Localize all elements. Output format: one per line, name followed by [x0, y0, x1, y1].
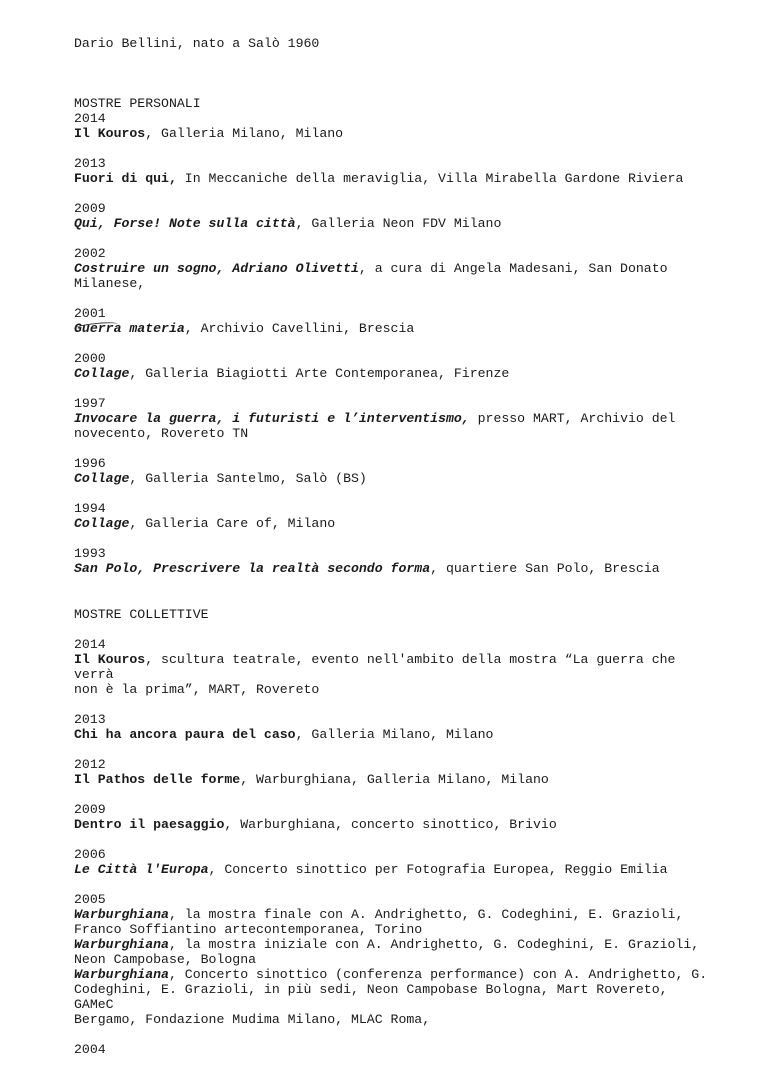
exhibition-entry — [74, 802, 714, 832]
exhibition-year: 2000 — [74, 351, 106, 366]
exhibition-details: Neon Campobase, Bologna — [74, 952, 257, 967]
exhibition-title: Le Città l'Europa — [74, 862, 209, 877]
exhibition-line — [74, 967, 714, 982]
exhibition-line — [74, 216, 714, 231]
exhibition-line — [74, 952, 714, 967]
exhibition-details: , a cura di Angela Madesani, San Donato — [358, 261, 668, 276]
exhibition-title: Costruire un sogno, Adriano Olivetti — [74, 261, 359, 276]
exhibition-title: Qui, Forse! Note sulla città — [74, 216, 296, 231]
exhibition-entry — [74, 111, 714, 141]
exhibition-title: Invocare la guerra, i futuristi e l’interventismo, — [74, 411, 470, 426]
exhibition-year: 2013 — [74, 156, 106, 171]
exhibition-line — [74, 1012, 714, 1027]
exhibition-year: 1997 — [74, 396, 106, 411]
exhibition-line — [74, 276, 714, 291]
exhibition-entry — [74, 246, 714, 291]
exhibition-year: 2012 — [74, 757, 106, 772]
exhibition-line — [74, 772, 714, 787]
exhibition-line — [74, 321, 714, 336]
exhibition-title: Guerra materia — [74, 321, 185, 336]
exhibition-details: novecento, Rovereto TN — [74, 426, 249, 441]
exhibition-details: , Galleria Biagiotti Arte Contemporanea, Firenze — [129, 366, 510, 381]
exhibition-details: , Galleria Neon FDV Milano — [295, 216, 502, 231]
exhibition-year: 2006 — [74, 847, 106, 862]
exhibition-year: 2002 — [74, 246, 106, 261]
exhibition-year: 2009 — [74, 201, 106, 216]
exhibition-line — [74, 516, 714, 531]
exhibition-details: , Concerto sinottico per Fotografia Europea, Reggio Emilia — [208, 862, 668, 877]
exhibition-entry — [74, 501, 714, 531]
exhibition-line — [74, 982, 714, 1012]
exhibition-title: Dentro il paesaggio — [74, 817, 225, 832]
exhibition-entry — [74, 712, 714, 742]
exhibition-line — [74, 862, 714, 877]
exhibition-title: Collage — [74, 471, 130, 486]
exhibition-details: Codeghini, E. Grazioli, in più sedi, Neon Campobase Bologna, Mart Rovereto, GAMeC — [74, 982, 668, 1012]
exhibition-title: Collage — [74, 366, 130, 381]
exhibition-line — [74, 366, 714, 381]
collective-section — [74, 607, 714, 1057]
exhibition-year: 2005 — [74, 892, 106, 907]
exhibition-year: 1994 — [74, 501, 106, 516]
exhibition-entry — [74, 757, 714, 787]
exhibition-year: 1993 — [74, 546, 106, 561]
document-header: Dario Bellini, nato a Salò 1960 — [74, 36, 320, 51]
exhibition-entry — [74, 892, 714, 1027]
exhibition-entry — [74, 156, 714, 186]
exhibition-line — [74, 817, 714, 832]
exhibition-title: Warburghiana — [74, 907, 169, 922]
exhibition-line — [74, 922, 714, 937]
exhibition-details: , Galleria Santelmo, Salò (BS) — [129, 471, 367, 486]
exhibition-entry — [74, 351, 714, 381]
exhibition-line — [74, 561, 714, 576]
personal-entries — [74, 111, 714, 576]
exhibition-line — [74, 126, 714, 141]
exhibition-details: , Archivio Cavellini, Brescia — [184, 321, 415, 336]
exhibition-details: , Galleria Milano, Milano — [295, 727, 494, 742]
collective-entries — [74, 637, 714, 1057]
exhibition-details: , la mostra iniziale con A. Andrighetto, G. Codeghini, E. Grazioli, — [168, 937, 700, 952]
exhibition-title: Collage — [74, 516, 130, 531]
exhibition-title: Il Pathos delle forme — [74, 772, 241, 787]
exhibition-line — [74, 907, 714, 922]
exhibition-year: 2014 — [74, 111, 106, 126]
exhibition-line — [74, 411, 714, 426]
exhibition-title: Warburghiana — [74, 937, 169, 952]
exhibition-line — [74, 171, 714, 186]
exhibition-entry — [74, 1042, 714, 1057]
exhibition-details: , Concerto sinottico (conferenza performance) con A. Andrighetto, G. — [168, 967, 708, 982]
exhibition-entry — [74, 637, 714, 697]
exhibition-details: , Galleria Care of, Milano — [129, 516, 336, 531]
exhibition-title: San Polo, Prescrivere la realtà secondo forma — [74, 561, 431, 576]
exhibition-details: Bergamo, Fondazione Mudima Milano, MLAC Roma, — [74, 1012, 431, 1027]
exhibition-entry — [74, 201, 714, 231]
exhibition-details: , la mostra finale con A. Andrighetto, G. Codeghini, E. Grazioli, — [168, 907, 684, 922]
exhibition-year: 2013 — [74, 712, 106, 727]
exhibition-details: , Warburghiana, Galleria Milano, Milano — [240, 772, 549, 787]
exhibition-line — [74, 937, 714, 952]
exhibition-year: 2001 — [74, 306, 106, 321]
exhibition-line — [74, 727, 714, 742]
exhibition-line — [74, 682, 714, 697]
exhibition-details: non è la prima”, MART, Rovereto — [74, 682, 320, 697]
exhibition-entry — [74, 847, 714, 877]
personal-section — [74, 96, 714, 576]
exhibition-line — [74, 426, 714, 441]
exhibition-details: presso MART, Archivio del — [469, 411, 676, 426]
exhibition-title: Warburghiana — [74, 967, 169, 982]
document-page — [74, 36, 714, 1072]
exhibition-line — [74, 652, 714, 682]
exhibition-details: , Galleria Milano, Milano — [145, 126, 344, 141]
exhibition-year: 2014 — [74, 637, 106, 652]
exhibition-year: 2009 — [74, 802, 106, 817]
exhibition-entry — [74, 396, 714, 441]
exhibition-title: Il Kouros — [74, 652, 146, 667]
exhibition-details: Milanese, — [74, 276, 146, 291]
exhibition-line — [74, 471, 714, 486]
exhibition-title: Il Kouros — [74, 126, 146, 141]
exhibition-year: 2004 — [74, 1042, 106, 1057]
personal-section-title: MOSTRE PERSONALI — [74, 96, 201, 111]
exhibition-entry — [74, 456, 714, 486]
exhibition-year: 1996 — [74, 456, 106, 471]
collective-section-title: MOSTRE COLLETTIVE — [74, 607, 209, 622]
exhibition-details: In Meccaniche della meraviglia, Villa Mirabella Gardone Riviera — [176, 171, 684, 186]
exhibition-details: , scultura teatrale, evento nell'ambito della mostra “La guerra che verrà — [74, 652, 676, 682]
exhibition-entry — [74, 546, 714, 576]
exhibition-title: Chi ha ancora paura del caso — [74, 727, 296, 742]
exhibition-entry — [74, 306, 714, 336]
exhibition-details: , Warburghiana, concerto sinottico, Brivio — [224, 817, 557, 832]
exhibition-title: Fuori di qui, — [74, 171, 177, 186]
exhibition-details: Franco Soffiantino artecontemporanea, Torino — [74, 922, 423, 937]
exhibition-line — [74, 261, 714, 276]
exhibition-details: , quartiere San Polo, Brescia — [430, 561, 660, 576]
